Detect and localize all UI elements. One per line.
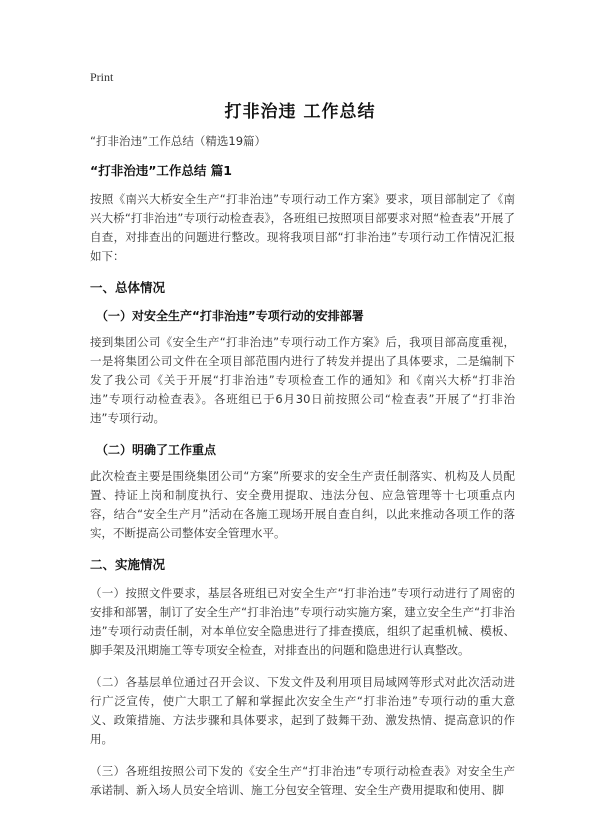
document-title: 打非治违 工作总结 <box>224 102 376 122</box>
print-label: Print <box>90 70 114 84</box>
paragraph-implementation-1: （一）按照文件要求，基层各班组已对安全生产“打非治违”专项行动进行了周密的安排和部署，制订了安全生产“打非治违”专项行动实施方案，建立安全生产“打非治违”专项行动责任制，对本单位安全隐患进行了排查摸底，组织了起重机械、模板、脚手架及汛期施工等专项安全检查，对排查出的问题和隐患进行认真整改。 <box>90 586 515 657</box>
intro-paragraph: 按照《南兴大桥安全生产“打非治违”专项行动工作方案》要求，项目部制定了《南兴大桥“打非治违”专项行动检查表》，各班组已按照项目部要求对照“检查表”开展了自查，对排查出的问题进行整改。现将我项目部“打非治违”专项行动工作情况汇报如下： <box>90 192 515 263</box>
section-heading-overall: 一、总体情况 <box>90 280 166 295</box>
paragraph-focus: 此次检查主要是围绕集团公司“方案”所要求的安全生产责任制落实、机构及人员配置、持证上岗和制度执行、安全费用提取、违法分包、应急管理等十七项重点内容，结合“安全生产月”活动在各施工现场开展自查自纠，以此来推动各项工作的落实，不断提高公司整体安全管理水平。 <box>90 469 515 540</box>
document-subtitle: “打非治违”工作总结（精选19篇） <box>90 134 267 148</box>
section-heading-implementation: 二、实施情况 <box>90 557 166 572</box>
paragraph-arrangement: 接到集团公司《安全生产“打非治违”专项行动工作方案》后，我项目部高度重视，一是将集团公司文件在全项目部范围内进行了转发并提出了具体要求，二是编制下发了我公司《关于开展“打非治违”专项检查工作的通知》和《南兴大桥“打非治违”专项行动检查表》。各班组已于6月30日前按照公司“检查表”开展了“打非治违”专项行动。 <box>90 335 515 425</box>
paragraph-implementation-2: （二）各基层单位通过召开会议、下发文件及利用项目局域网等形式对此次活动进行广泛宣传，使广大职工了解和掌握此次安全生产“打非治违”专项行动的重大意义、政策措施、方法步骤和具体要求，起到了鼓舞干劲、激发热情、提高意识的作用。 <box>90 675 515 746</box>
subheading-focus: （二）明确了工作重点 <box>96 443 217 457</box>
article-heading: “打非治违”工作总结 篇1 <box>90 163 232 178</box>
paragraph-implementation-3: （三）各班组按照公司下发的《安全生产“打非治违”专项行动检查表》对安全生产承诺制、新入场人员安全培训、施工分包安全管理、安全生产费用提取和使用、脚 <box>90 764 515 797</box>
document-body <box>90 132 515 813</box>
subheading-arrangement: （一）对安全生产“打非治违”专项行动的安排部署 <box>96 309 364 323</box>
